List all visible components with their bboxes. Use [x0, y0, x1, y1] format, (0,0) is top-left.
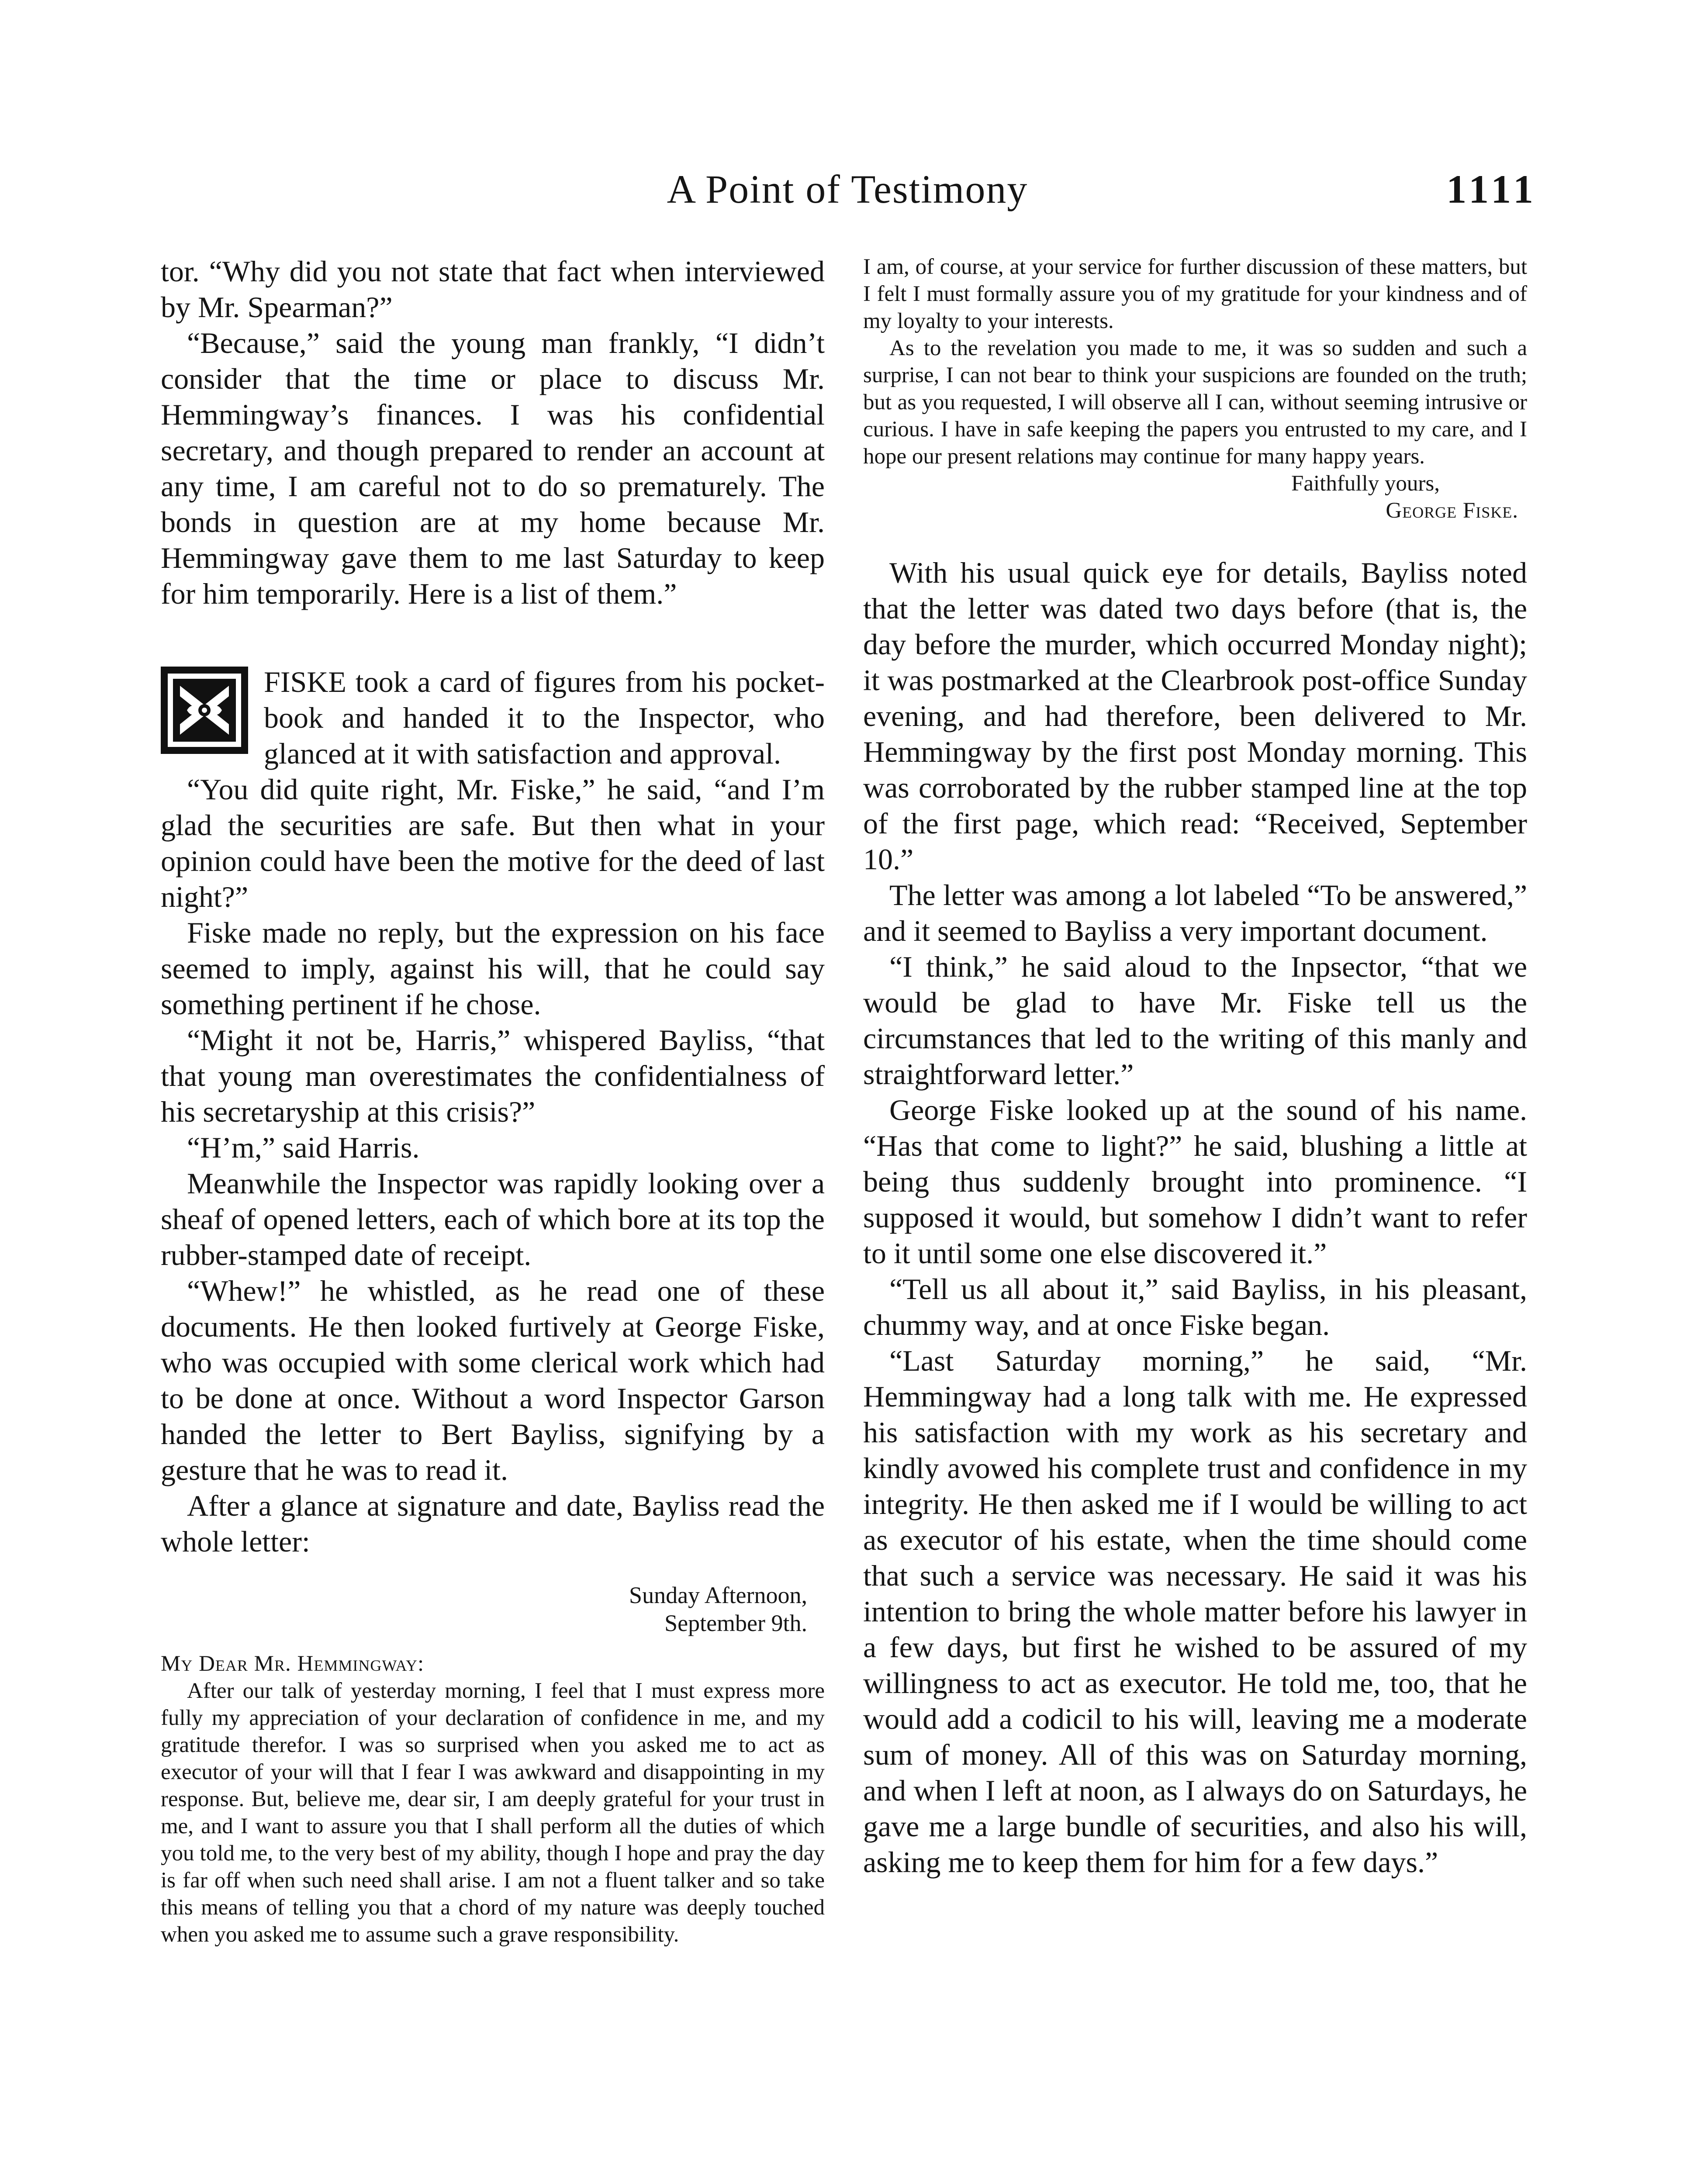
paragraph: “I think,” he said aloud to the Inpsector, “that we would be glad to have Mr. Fiske tell us the circumstances that led to the writing of this manly and straightforward letter.” — [863, 950, 1527, 1091]
paragraph: After a glance at signature and date, Bayliss read the whole letter: — [161, 1489, 825, 1558]
right-column — [863, 253, 1527, 1880]
running-header — [157, 166, 1538, 218]
paragraph: “You did quite right, Mr. Fiske,” he said, “and I’m glad the securities are safe. But then what in your opinion could have been the motive for the deed of last night?” — [161, 773, 825, 913]
paragraph: The letter was among a lot labeled “To be answered,” and it seemed to Bayliss a very important document. — [863, 878, 1527, 947]
paragraph: “Because,” said the young man frankly, “I didn’t consider that the time or place to discuss Mr. Hemmingway’s finances. I was his confidential secretary, and though prepared to render an account at any time, I am careful not to do so prematurely. The bonds in question are at my home because Mr. Hemmingway gave them to me last Saturday to keep for him temporarily. Here is a list of them.” — [161, 326, 825, 610]
paragraph: Fiske made no reply, but the expression on his face seemed to imply, against his will, that he could say something pertinent if he chose. — [161, 916, 825, 1021]
letter-salutation: My Dear Mr. Hemmingway: — [161, 1652, 425, 1676]
letter-dateline — [161, 1581, 825, 1637]
paragraph: “Might it not be, Harris,” whispered Bayliss, “that that young man overestimates the confidentialness of his secretaryship at this crisis?” — [161, 1023, 825, 1128]
letter-closing: Faithfully yours, — [1291, 471, 1440, 496]
letter-paragraph: As to the revelation you made to me, it was so sudden and such a surprise, I can not bear to think your suspicions are founded on the truth; but as you requested, I will observe all I can, without seeming intrusive or curious. I have in safe keeping the papers you entrusted to my care, and I hope our present relations may continue for many happy years. — [863, 336, 1527, 469]
paragraph: took a card of figures from his pocket-book and handed it to the Inspector, who glanced at it with satisfaction and approval. — [264, 665, 825, 770]
letter-date-day: Sunday Afternoon, — [629, 1582, 807, 1608]
letter-paragraph: After our talk of yesterday morning, I feel that I must express more fully my appreciation of your declaration of confidence in me, and my gratitude therefor. I was so surprised when you asked me to act as executor of your will that I fear I was awkward and disappointing in my response. But, believe me, dear sir, I am deeply grateful for your trust in me, and I want to assure you that I shall perform all the duties of which you told me, to the very best of my ability, though I hope and pray the day is far off when such need shall arise. I am not a fluent talker and so take this means of telling you that a chord of my nature was deeply touched when you asked me to assume such a grave responsibility. — [161, 1679, 825, 1947]
paragraph: “Last Saturday morning,” he said, “Mr. Hemmingway had a long talk with me. He expressed his satisfaction with my work as his secretary and kindly avowed his complete trust and confidence in my integrity. He then asked me if I would be willing to act as executor of his estate, when the time should come that such a service was necessary. He said it was his intention to bring the whole matter before his lawyer in a few days, but first he wished to be assured of my willingness to act as executor. He told me, too, that he would add a codicil to his will, leaving me a moderate sum of money. All of this was on Saturday morning, and when I left at noon, as I always do on Saturdays, he gave me a large bundle of securities, and also his will, asking me to keep them for him for a few days.” — [863, 1344, 1527, 1879]
paragraph: tor. “Why did you not state that fact when interviewed by Mr. Spearman?” — [161, 255, 825, 324]
paragraph: “H’m,” said Harris. — [187, 1131, 420, 1164]
left-column — [161, 253, 825, 1948]
letter-paragraph: I am, of course, at your service for further discussion of these matters, but I felt I must formally assure you of my gratitude for your kindness and of my loyalty to your interests. — [863, 255, 1527, 333]
letter-date: September 9th. — [664, 1610, 807, 1636]
paragraph: George Fiske looked up at the sound of his name. “Has that come to light?” he said, blushing a little at being thus suddenly brought into prominence. “I supposed it would, but somehow I didn’t want to refer to it until some one else discovered it.” — [863, 1093, 1527, 1270]
paragraph-with-ornament — [161, 664, 825, 771]
paragraph: “Tell us all about it,” said Bayliss, in his pleasant, chummy way, and at once Fiske began. — [863, 1272, 1527, 1341]
letter-signature: George Fiske. — [1386, 498, 1518, 523]
drop-cap-word: FISKE — [264, 665, 346, 698]
page-number: 1111 — [1446, 167, 1538, 211]
paragraph: “Whew!” he whistled, as he read one of these documents. He then looked furtively at George Fiske, who was occupied with some clerical work which had to be done at once. Without a word Inspector Garson handed the letter to Bert Bayliss, signifying by a gesture that he was to read it. — [161, 1274, 825, 1486]
paragraph: Meanwhile the Inspector was rapidly looking over a sheaf of opened letters, each of which bore at its top the rubber-stamped date of receipt. — [161, 1167, 825, 1272]
paragraph: With his usual quick eye for details, Bayliss noted that the letter was dated two days before (that is, the day before the murder, which occurred Monday night); it was postmarked at the Clearbrook post-office Sunday evening, and had therefore, been delivered to Mr. Hemmingway by the first post Monday morning. This was corroborated by the rubber stamped line at the top of the first page, which read: “Received, September 10.” — [863, 556, 1527, 876]
ornamental-initial-icon — [161, 667, 248, 754]
page-title: A Point of Testimony — [667, 167, 1028, 211]
